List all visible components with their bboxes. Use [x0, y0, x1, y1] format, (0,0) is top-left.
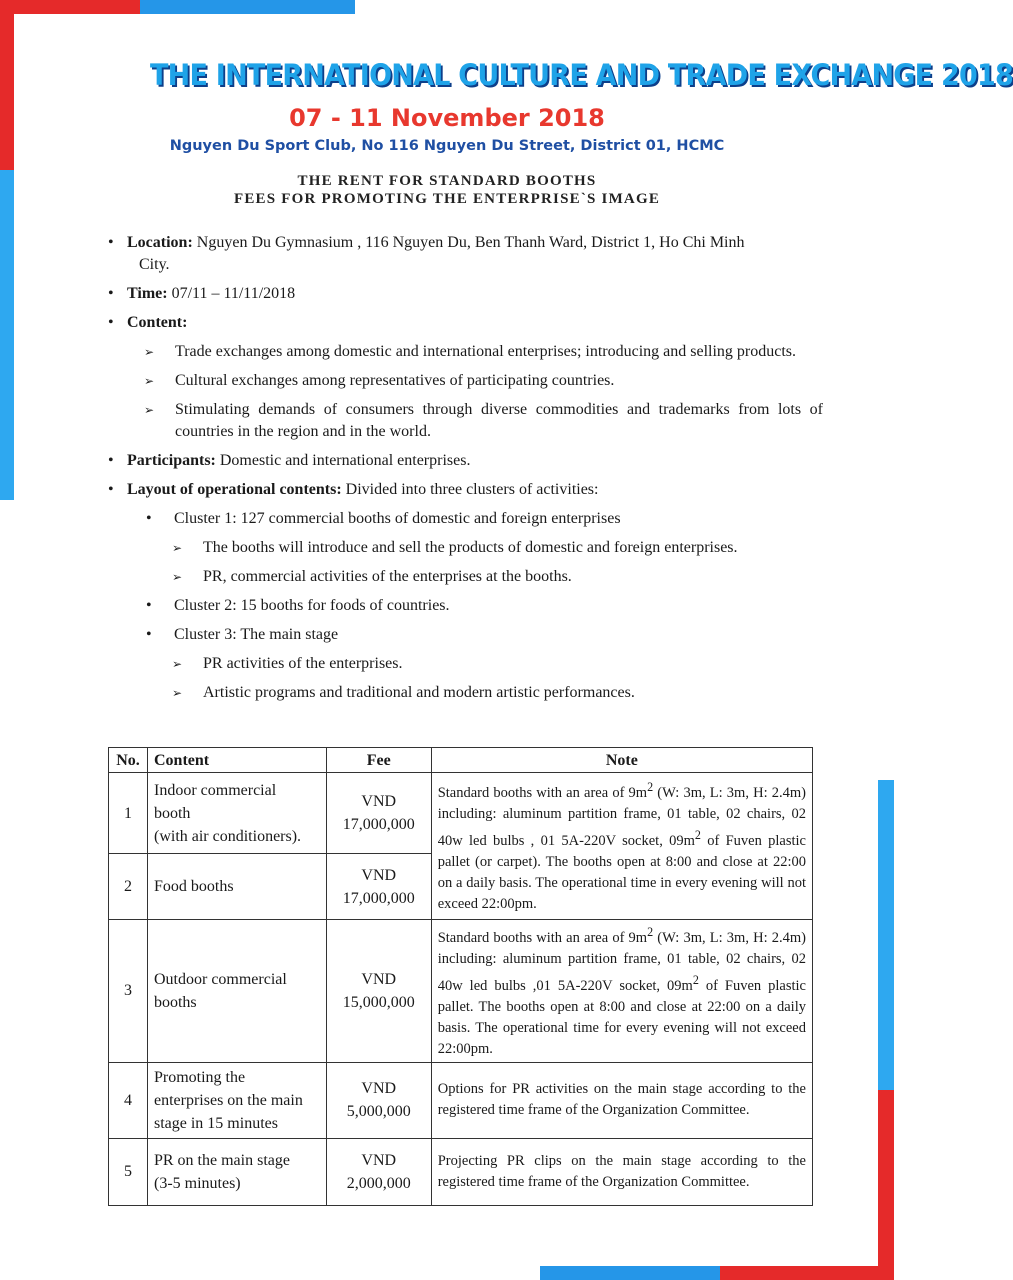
row-number: 3 [109, 920, 148, 1063]
row-number: 4 [109, 1062, 148, 1138]
bullet-icon: • [146, 510, 152, 527]
row-content: Promoting the enterprises on the main stage in 15 minutes [147, 1062, 326, 1138]
decor-bar-bottom-blue [540, 1266, 750, 1280]
row-note: Standard booths with an area of $9m^2$ (W: 3m, L: 3m, H: 2.4m) including: aluminum partition frame, 01 table, 02 chairs, 02 40w led bulbs , 01 5A-220V socket, $09m^2$ of Fuven plastic pallet (or carpet). The booths open at 8:00 and close at 22:00 on a daily basis. The operational time in every evening will not exceed 22:00pm. [431, 773, 812, 920]
arrow-bullet-icon: ➢ [172, 541, 183, 555]
arrow-bullet-icon: ➢ [172, 570, 183, 584]
location-item [108, 232, 823, 276]
decor-bar-top-blue [140, 0, 355, 14]
list-item: ➢ Cultural exchanges among representatives of participating countries. [108, 370, 823, 392]
time-text: 07/11 – 11/11/2018 [167, 285, 296, 302]
cluster-3: • Cluster 3: The main stage [108, 624, 823, 646]
layout-text: Divided into three clusters of activities: [341, 481, 599, 498]
list-item: ➢ Artistic programs and traditional and modern artistic performances. [108, 682, 823, 704]
decor-bar-right-red [878, 1090, 894, 1280]
event-venue: Nguyen Du Sport Club, No 116 Nguyen Du Street, District 01, HCMC [169, 138, 725, 154]
row-number: 5 [109, 1138, 148, 1205]
col-header-fee: Fee [326, 748, 431, 773]
cluster-1: • Cluster 1: 127 commercial booths of domestic and foreign enterprises [108, 508, 823, 530]
row-content: PR on the main stage (3-5 minutes) [147, 1138, 326, 1205]
list-item: ➢ PR activities of the enterprises. [108, 653, 823, 675]
fee-table [108, 747, 813, 1206]
decor-bar-bottom-red [720, 1266, 894, 1280]
list-item: ➢ Stimulating demands of consumers through diverse commodities and trademarks from lots of countries in the region and in the world. [144, 401, 823, 440]
row-number: 2 [109, 854, 148, 920]
event-details [108, 232, 823, 711]
layout-item [108, 479, 823, 501]
event-dates: 07 - 11 November 2018 [289, 104, 605, 132]
col-header-no: No. [109, 748, 148, 773]
table-row [109, 1138, 813, 1205]
row-content: Food booths [147, 854, 326, 920]
table-row [109, 773, 813, 854]
cluster-2: • Cluster 2: 15 booths for foods of countries. [108, 595, 823, 617]
table-row [109, 920, 813, 1063]
arrow-bullet-icon: ➢ [144, 345, 155, 359]
row-fee: VND 5,000,000 [326, 1062, 431, 1138]
content-item [108, 312, 823, 334]
col-header-content: Content [147, 748, 326, 773]
row-fee: VND 15,000,000 [326, 920, 431, 1063]
col-header-note: Note [431, 748, 812, 773]
participants-item [108, 450, 823, 472]
bullet-icon: • [146, 626, 152, 643]
arrow-bullet-icon: ➢ [144, 403, 155, 417]
page-title: THE INTERNATIONAL CULTURE AND TRADE EXCHANGE 2018 [150, 58, 1013, 92]
time-label: Time: [127, 285, 168, 302]
arrow-bullet-icon: ➢ [144, 374, 155, 388]
row-number: 1 [109, 773, 148, 854]
decor-bar-right-blue [878, 780, 894, 1120]
arrow-bullet-icon: ➢ [172, 686, 183, 700]
content-label: Content: [127, 314, 188, 331]
row-note: Standard booths with an area of $9m^2$ (W: 3m, L: 3m, H: 2.4m) including: aluminum partition frame, 01 table, 02 chairs, 02 40w led bulbs ,01 5A-220V socket, $09m^2$ of Fuven plastic pallet. The booths open at 8:00 and close at 22:00 on a daily basis. The operational time for every evening will not exceed 22:00pm. [431, 920, 812, 1063]
table-header-row [109, 748, 813, 773]
row-fee: VND 2,000,000 [326, 1138, 431, 1205]
participants-text: Domestic and international enterprises. [215, 452, 471, 469]
decor-bar-left-red [0, 14, 14, 184]
decor-bar-left-blue [0, 170, 14, 500]
list-item: ➢ Trade exchanges among domestic and international enterprises; introducing and selling products. [108, 341, 823, 363]
row-content: Outdoor commercial booths [147, 920, 326, 1063]
row-content: Indoor commercial booth (with air conditioners). [147, 773, 326, 854]
section-heading-rent: THE RENT FOR STANDARD BOOTHS [297, 173, 597, 189]
layout-label: Layout of operational contents: [127, 481, 342, 498]
bullet-icon: • [146, 597, 152, 614]
location-cont: City. [139, 256, 170, 273]
list-item: ➢ The booths will introduce and sell the products of domestic and foreign enterprises. [108, 537, 823, 559]
time-item [108, 283, 823, 305]
table-row [109, 1062, 813, 1138]
row-fee: VND 17,000,000 [326, 773, 431, 854]
participants-label: Participants: [127, 452, 216, 469]
row-fee: VND 17,000,000 [326, 854, 431, 920]
location-text: Nguyen Du Gymnasium , 116 Nguyen Du, Ben Thanh Ward, District 1, Ho Chi Minh [192, 234, 745, 251]
section-heading-fees: FEES FOR PROMOTING THE ENTERPRISE`S IMAGE [233, 191, 661, 207]
row-note: Options for PR activities on the main stage according to the registered time frame of the Organization Committee. [431, 1062, 812, 1138]
row-note: Projecting PR clips on the main stage according to the registered time frame of the Organization Committee. [431, 1138, 812, 1205]
list-item: ➢ PR, commercial activities of the enterprises at the booths. [108, 566, 823, 588]
arrow-bullet-icon: ➢ [172, 657, 183, 671]
location-label: Location: [127, 234, 193, 251]
